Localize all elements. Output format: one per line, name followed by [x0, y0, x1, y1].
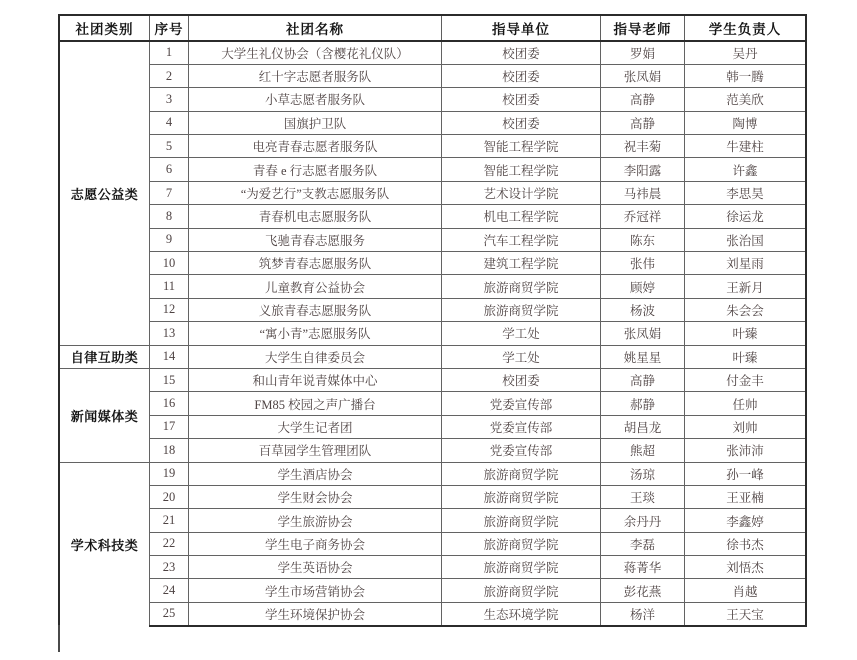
row-number-cell: 5 [150, 135, 189, 158]
club-name-cell: 学生英语协会 [189, 556, 442, 579]
guide-teacher-cell: 祝丰菊 [601, 135, 685, 158]
student-leader-cell: 朱会会 [685, 298, 807, 321]
guide-unit-cell: 旅游商贸学院 [442, 298, 601, 321]
student-leader-cell: 牛建柱 [685, 135, 807, 158]
student-leader-cell: 李思昊 [685, 181, 807, 204]
guide-unit-cell: 校团委 [442, 368, 601, 391]
club-name-cell: 学生旅游协会 [189, 509, 442, 532]
club-name-cell: 筑梦青春志愿服务队 [189, 252, 442, 275]
guide-unit-cell: 生态环境学院 [442, 602, 601, 625]
guide-teacher-cell: 郝静 [601, 392, 685, 415]
table-header [59, 15, 806, 41]
table-row [59, 462, 806, 485]
table-row [59, 415, 806, 438]
student-leader-cell: 范美欣 [685, 88, 807, 111]
guide-unit-cell: 校团委 [442, 111, 601, 134]
club-name-cell: “为爱艺行”支教志愿服务队 [189, 181, 442, 204]
guide-teacher-cell: 李磊 [601, 532, 685, 555]
table-row [59, 345, 806, 368]
guide-teacher-cell: 彭花燕 [601, 579, 685, 602]
club-name-cell: 青春机电志愿服务队 [189, 205, 442, 228]
row-number-cell: 4 [150, 111, 189, 134]
guide-teacher-cell: 杨波 [601, 298, 685, 321]
club-name-cell: “寓小青”志愿服务队 [189, 322, 442, 345]
guide-teacher-cell: 汤琼 [601, 462, 685, 485]
guide-teacher-cell: 高静 [601, 111, 685, 134]
club-roster-table [58, 14, 807, 627]
table-row [59, 111, 806, 134]
table-row [59, 579, 806, 602]
club-name-cell: 和山青年说青媒体中心 [189, 368, 442, 391]
table-row [59, 205, 806, 228]
club-name-cell: 国旗护卫队 [189, 111, 442, 134]
table-row [59, 41, 806, 64]
row-number-cell: 20 [150, 485, 189, 508]
table-row [59, 135, 806, 158]
row-number-cell: 24 [150, 579, 189, 602]
header-cell-5: 学生负责人 [685, 15, 807, 41]
table-row [59, 275, 806, 298]
guide-unit-cell: 学工处 [442, 322, 601, 345]
row-number-cell: 23 [150, 556, 189, 579]
club-name-cell: 红十字志愿者服务队 [189, 64, 442, 87]
club-name-cell: 学生市场营销协会 [189, 579, 442, 602]
guide-unit-cell: 旅游商贸学院 [442, 462, 601, 485]
table-row [59, 439, 806, 462]
table-row [59, 532, 806, 555]
table-row [59, 368, 806, 391]
row-number-cell: 11 [150, 275, 189, 298]
guide-unit-cell: 校团委 [442, 64, 601, 87]
guide-teacher-cell: 乔冠祥 [601, 205, 685, 228]
student-leader-cell: 李鑫婷 [685, 509, 807, 532]
student-leader-cell: 肖越 [685, 579, 807, 602]
club-name-cell: 青春 e 行志愿者服务队 [189, 158, 442, 181]
table-row [59, 556, 806, 579]
guide-teacher-cell: 张凤娟 [601, 322, 685, 345]
guide-unit-cell: 校团委 [442, 88, 601, 111]
header-cell-3: 指导单位 [442, 15, 601, 41]
row-number-cell: 22 [150, 532, 189, 555]
row-number-cell: 10 [150, 252, 189, 275]
row-number-cell: 16 [150, 392, 189, 415]
row-number-cell: 7 [150, 181, 189, 204]
student-leader-cell: 任帅 [685, 392, 807, 415]
guide-teacher-cell: 马祎晨 [601, 181, 685, 204]
club-name-cell: 学生酒店协会 [189, 462, 442, 485]
table-row [59, 485, 806, 508]
row-number-cell: 3 [150, 88, 189, 111]
student-leader-cell: 叶臻 [685, 345, 807, 368]
guide-unit-cell: 学工处 [442, 345, 601, 368]
guide-teacher-cell: 张凤娟 [601, 64, 685, 87]
guide-teacher-cell: 姚星星 [601, 345, 685, 368]
club-name-cell: 飞驰青春志愿服务 [189, 228, 442, 251]
guide-unit-cell: 旅游商贸学院 [442, 485, 601, 508]
guide-unit-cell: 智能工程学院 [442, 135, 601, 158]
club-name-cell: 儿童教育公益协会 [189, 275, 442, 298]
club-name-cell: 学生环境保护协会 [189, 602, 442, 625]
club-name-cell: 学生电子商务协会 [189, 532, 442, 555]
row-number-cell: 17 [150, 415, 189, 438]
category-cell: 新闻媒体类 [59, 368, 150, 462]
table-row [59, 392, 806, 415]
row-number-cell: 9 [150, 228, 189, 251]
guide-unit-cell: 旅游商贸学院 [442, 532, 601, 555]
club-name-cell: 大学生礼仪协会（含樱花礼仪队） [189, 41, 442, 64]
student-leader-cell: 刘悟杰 [685, 556, 807, 579]
row-number-cell: 2 [150, 64, 189, 87]
student-leader-cell: 张沛沛 [685, 439, 807, 462]
row-number-cell: 8 [150, 205, 189, 228]
guide-teacher-cell: 顾婷 [601, 275, 685, 298]
student-leader-cell: 徐书杰 [685, 532, 807, 555]
guide-unit-cell: 党委宣传部 [442, 415, 601, 438]
guide-unit-cell: 机电工程学院 [442, 205, 601, 228]
guide-teacher-cell: 胡昌龙 [601, 415, 685, 438]
guide-teacher-cell: 蒋菁华 [601, 556, 685, 579]
category-cell: 学术科技类 [59, 462, 150, 626]
club-name-cell: 电亮青春志愿者服务队 [189, 135, 442, 158]
club-name-cell: 学生财会协会 [189, 485, 442, 508]
guide-teacher-cell: 罗娟 [601, 41, 685, 64]
student-leader-cell: 孙一峰 [685, 462, 807, 485]
table-row [59, 322, 806, 345]
guide-teacher-cell: 杨洋 [601, 602, 685, 625]
guide-unit-cell: 旅游商贸学院 [442, 509, 601, 532]
student-leader-cell: 张治国 [685, 228, 807, 251]
row-number-cell: 14 [150, 345, 189, 368]
student-leader-cell: 韩一腾 [685, 64, 807, 87]
table-left-border-extension [58, 625, 60, 652]
student-leader-cell: 付金丰 [685, 368, 807, 391]
guide-teacher-cell: 张伟 [601, 252, 685, 275]
table-row [59, 64, 806, 87]
row-number-cell: 25 [150, 602, 189, 625]
student-leader-cell: 刘帅 [685, 415, 807, 438]
table-row [59, 181, 806, 204]
guide-teacher-cell: 熊超 [601, 439, 685, 462]
guide-unit-cell: 智能工程学院 [442, 158, 601, 181]
student-leader-cell: 陶博 [685, 111, 807, 134]
row-number-cell: 13 [150, 322, 189, 345]
row-number-cell: 12 [150, 298, 189, 321]
header-cell-2: 社团名称 [189, 15, 442, 41]
club-name-cell: 百草园学生管理团队 [189, 439, 442, 462]
row-number-cell: 19 [150, 462, 189, 485]
guide-teacher-cell: 余丹丹 [601, 509, 685, 532]
club-name-cell: FM85 校园之声广播台 [189, 392, 442, 415]
table-row [59, 252, 806, 275]
club-name-cell: 义旅青春志愿服务队 [189, 298, 442, 321]
table-row [59, 228, 806, 251]
row-number-cell: 6 [150, 158, 189, 181]
guide-unit-cell: 旅游商贸学院 [442, 275, 601, 298]
student-leader-cell: 王天宝 [685, 602, 807, 625]
student-leader-cell: 徐运龙 [685, 205, 807, 228]
guide-unit-cell: 艺术设计学院 [442, 181, 601, 204]
guide-teacher-cell: 李阳露 [601, 158, 685, 181]
club-name-cell: 小草志愿者服务队 [189, 88, 442, 111]
row-number-cell: 1 [150, 41, 189, 64]
club-name-cell: 大学生记者团 [189, 415, 442, 438]
table-row [59, 158, 806, 181]
guide-unit-cell: 旅游商贸学院 [442, 556, 601, 579]
header-cell-1: 序号 [150, 15, 189, 41]
student-leader-cell: 吴丹 [685, 41, 807, 64]
table-row [59, 509, 806, 532]
table-row [59, 88, 806, 111]
guide-teacher-cell: 陈东 [601, 228, 685, 251]
header-cell-4: 指导老师 [601, 15, 685, 41]
student-leader-cell: 王新月 [685, 275, 807, 298]
guide-teacher-cell: 高静 [601, 88, 685, 111]
student-leader-cell: 王亚楠 [685, 485, 807, 508]
guide-unit-cell: 汽车工程学院 [442, 228, 601, 251]
guide-teacher-cell: 王琰 [601, 485, 685, 508]
header-cell-0: 社团类别 [59, 15, 150, 41]
category-cell: 自律互助类 [59, 345, 150, 368]
student-leader-cell: 许鑫 [685, 158, 807, 181]
header-row [59, 15, 806, 41]
table-row [59, 298, 806, 321]
row-number-cell: 18 [150, 439, 189, 462]
table-body [59, 41, 806, 626]
row-number-cell: 15 [150, 368, 189, 391]
club-name-cell: 大学生自律委员会 [189, 345, 442, 368]
guide-unit-cell: 旅游商贸学院 [442, 579, 601, 602]
guide-unit-cell: 建筑工程学院 [442, 252, 601, 275]
guide-teacher-cell: 高静 [601, 368, 685, 391]
category-cell: 志愿公益类 [59, 41, 150, 345]
guide-unit-cell: 校团委 [442, 41, 601, 64]
student-leader-cell: 刘星雨 [685, 252, 807, 275]
guide-unit-cell: 党委宣传部 [442, 439, 601, 462]
row-number-cell: 21 [150, 509, 189, 532]
guide-unit-cell: 党委宣传部 [442, 392, 601, 415]
table-row [59, 602, 806, 625]
student-leader-cell: 叶臻 [685, 322, 807, 345]
